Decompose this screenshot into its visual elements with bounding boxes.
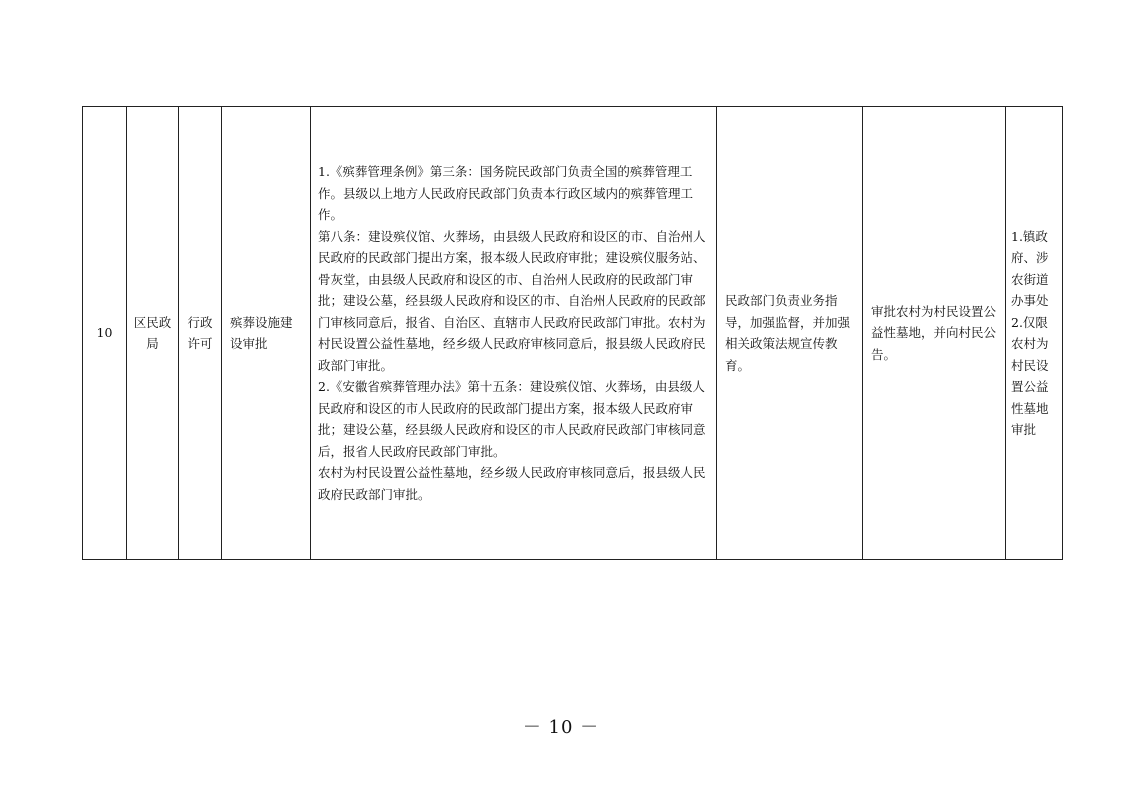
power-list-table: [82, 106, 1063, 560]
item-name: 殡葬设施建设审批: [230, 314, 293, 351]
responsibility-cell: [863, 107, 1006, 560]
notes: 1.镇政府、涉农街道办事处2.仅限农村为村民设置公益性墓地审批: [1011, 228, 1049, 437]
legal-basis-paragraph: 1.《殡葬管理条例》第三条：国务院民政部门负责全国的殡葬管理工作。县级以上地方人民政府民政部门负责本行政区域内的殡葬管理工作。: [318, 164, 694, 222]
legal-basis-paragraph: 农村为村民设置公益性墓地，经乡级人民政府审核同意后，报县级人民政府民政部门审批。: [318, 465, 706, 502]
department-cell: [127, 107, 179, 560]
notes-cell: [1006, 107, 1063, 560]
responsibility: 审批农村为村民设置公益性墓地，并向村民公告。: [871, 303, 997, 362]
page-number: － 10 －: [522, 717, 600, 738]
power-type-cell: [179, 107, 222, 560]
item-name-cell: [222, 107, 311, 560]
row-number-cell: [83, 107, 127, 560]
legal-basis: [311, 161, 716, 505]
regulatory-duty: 民政部门负责业务指导，加强监督，并加强相关政策法规宣传教育。: [725, 293, 851, 373]
legal-basis-paragraph: 第八条：建设殡仪馆、火葬场，由县级人民政府和设区的市、自治州人民政府的民政部门提出方案，报本级人民政府审批；建设殡仪服务站、骨灰堂，由县级人民政府和设区的市、自治州人民政府的民政部门审批；建设公墓，经县级人民政府和设区的市、自治州人民政府的民政部门审核同意后，报省、自治区、直辖市人民政府民政部门审批。农村为村民设置公益性墓地，经乡级人民政府审核同意后，报县级人民政府民政部门审批。: [318, 228, 706, 373]
legal-basis-paragraph: 2.《安徽省殡葬管理办法》第十五条：建设殡仪馆、火葬场，由县级人民政府和设区的市人民政府的民政部门提出方案，报本级人民政府审批；建设公墓，经县级人民政府和设区的市人民政府民政部门审核同意后，报省人民政府民政部门审批。: [318, 379, 706, 459]
legal-basis-cell: [311, 107, 717, 560]
table-row: [83, 107, 1063, 560]
department: 区民政局: [133, 314, 172, 351]
power-type: 行政许可: [187, 314, 213, 351]
row-number: 10: [96, 325, 113, 341]
regulatory-duty-cell: [717, 107, 863, 560]
